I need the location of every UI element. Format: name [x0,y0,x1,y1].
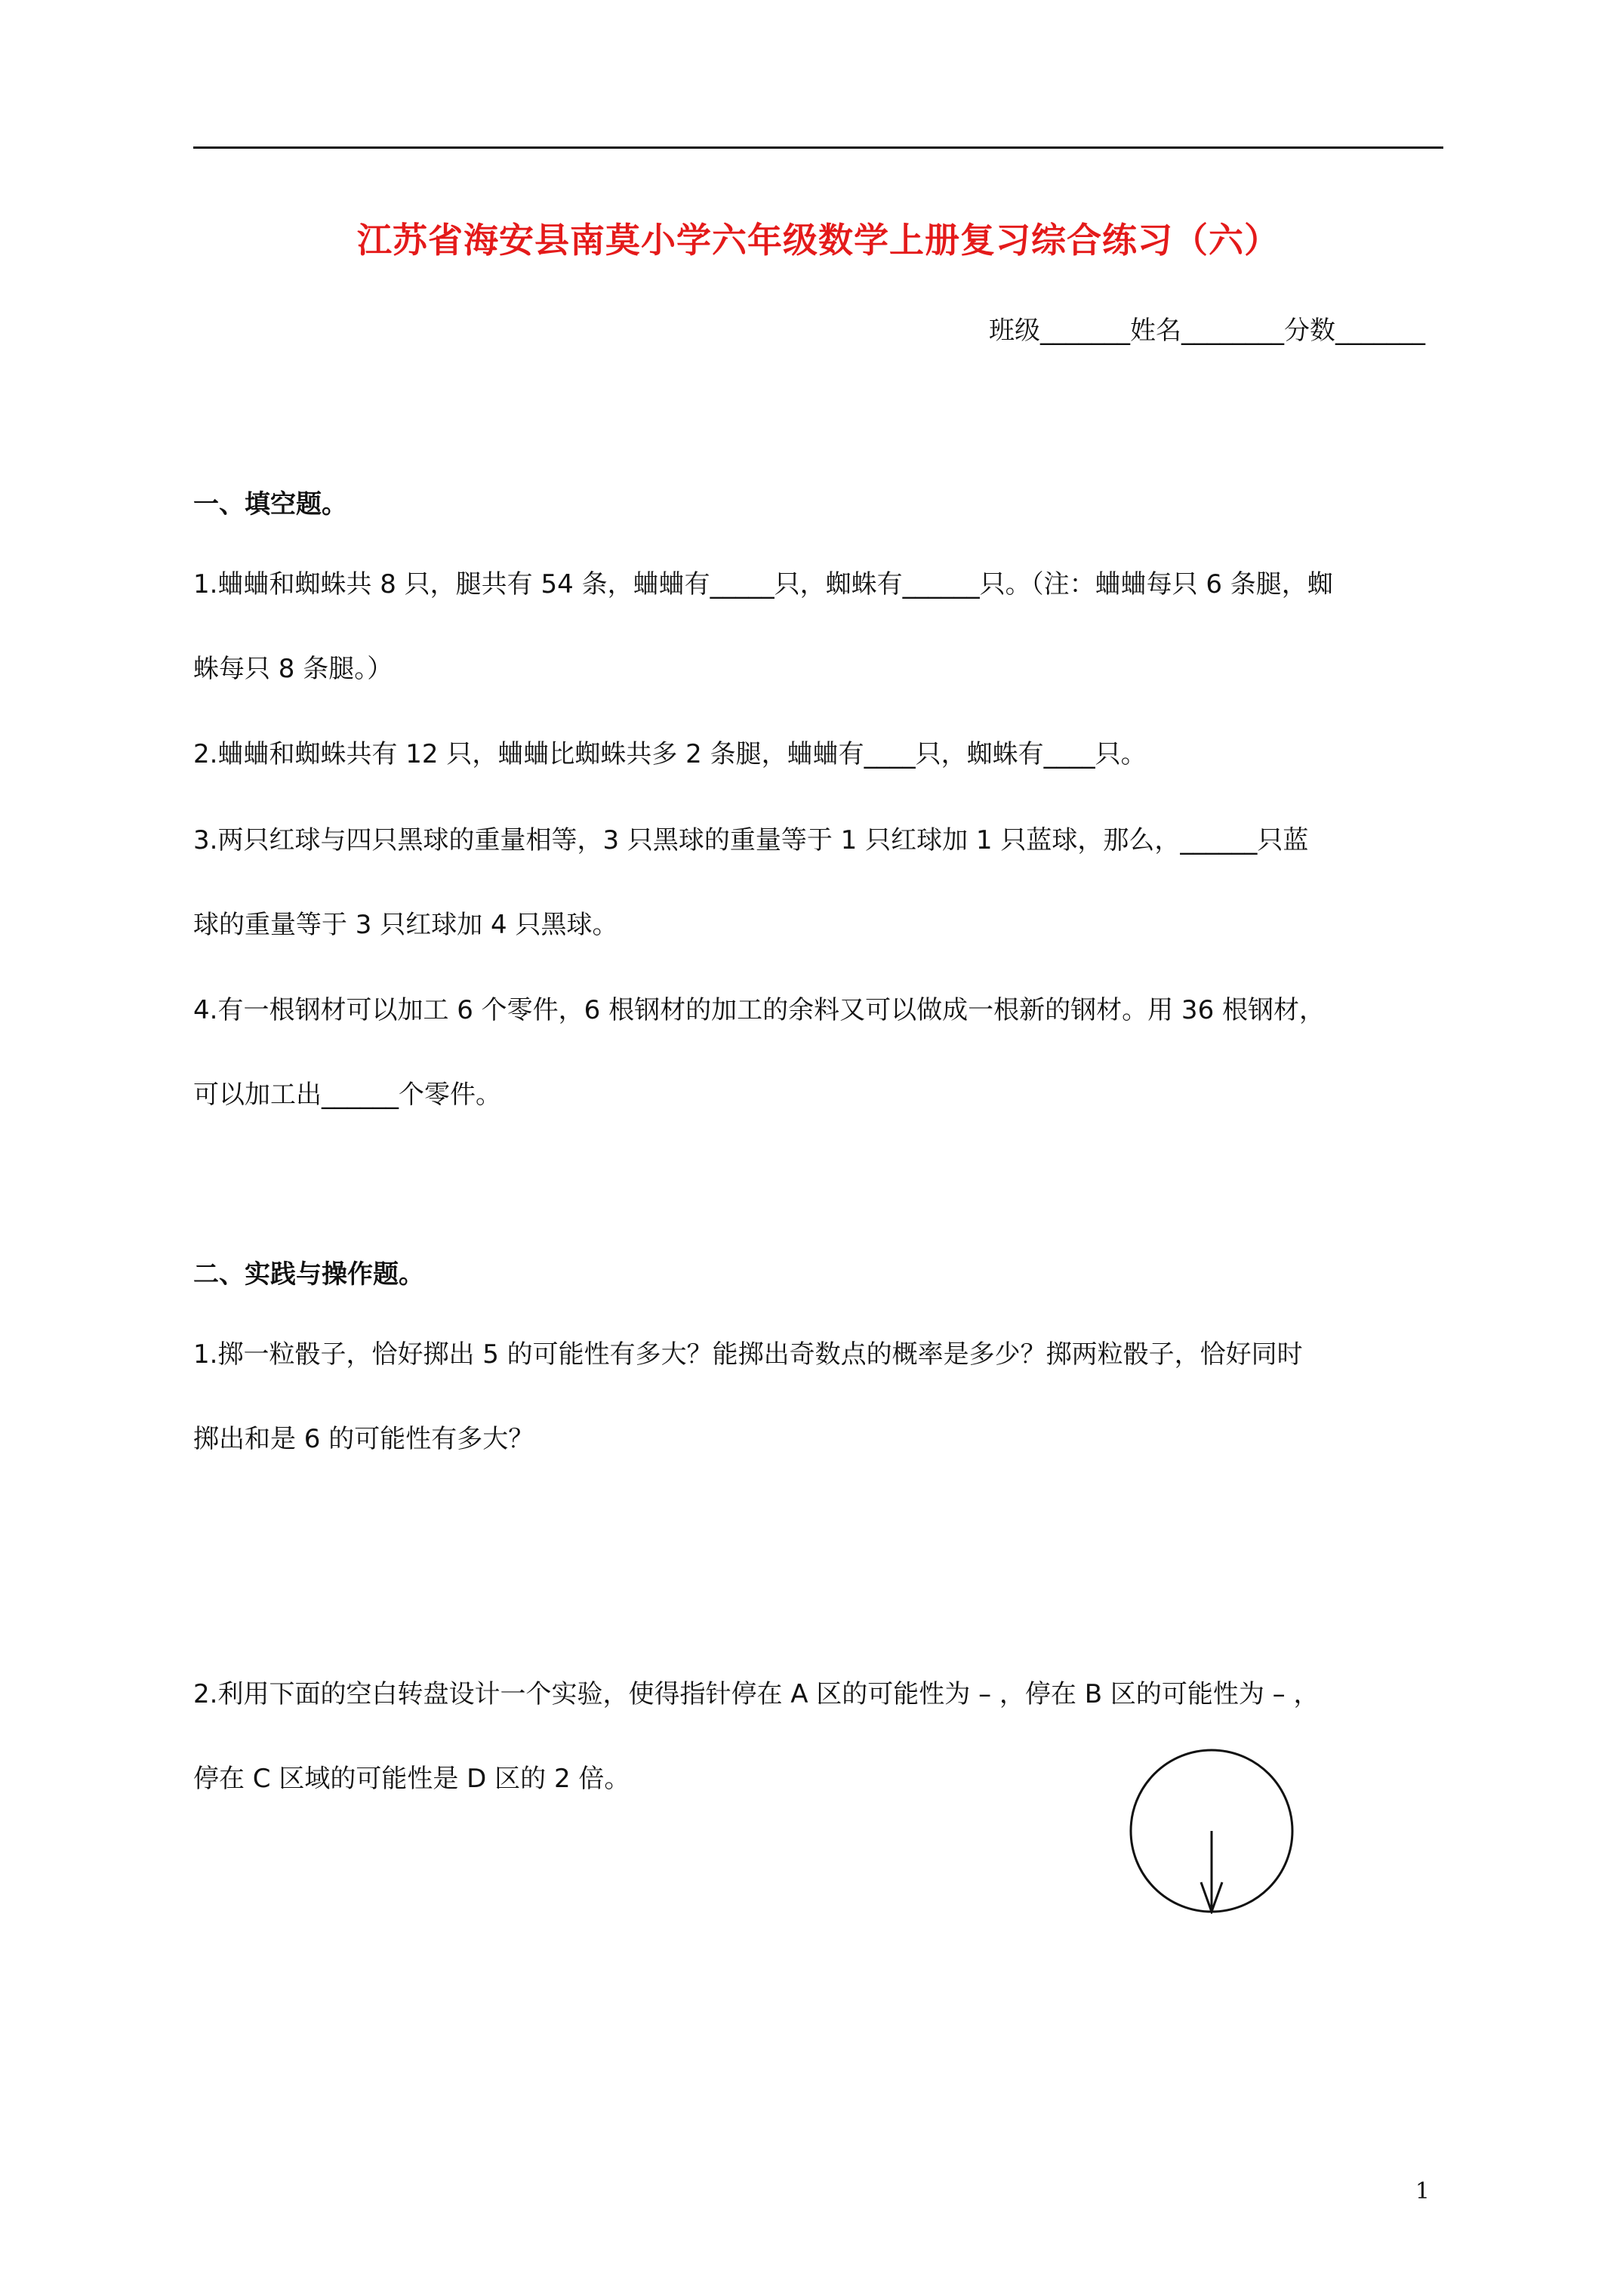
question-line: 球的重量等于 3 只红球加 4 只黑球。 [193,910,618,940]
section-heading-practice: 二、实践与操作题。 [193,1259,424,1290]
header-rule [193,146,1443,149]
question-line: 可以加工出______个零件。 [193,1080,501,1110]
question-line: 掷出和是 6 的可能性有多大？ [193,1424,534,1454]
question-1-3 [193,798,1446,967]
section-heading-fill-in: 一、填空题。 [193,489,347,519]
question-1-4 [193,968,1446,1137]
question-line: 停在 C 区域的可能性是 D 区的 2 倍。 [193,1764,630,1794]
question-line: 1.蛐蛐和蜘蛛共 8 只，腿共有 54 条，蛐蛐有_____只，蜘蛛有______只。（注：蛐蛐每只 6 条腿，蜘 [193,569,1333,599]
question-line: 1.掷一粒骰子，恰好掷出 5 的可能性有多大？能掷出奇数点的概率是多少？掷两粒骰子，恰好同时 [193,1339,1303,1370]
spinner-with-arrow-icon [1129,1748,1295,1914]
page-number: 1 [1415,2178,1430,2205]
student-info-line: 班级_______姓名________分数_______ [989,316,1425,346]
question-line: 2.蛐蛐和蜘蛛共有 12 只，蛐蛐比蜘蛛共多 2 条腿，蛐蛐有____只，蜘蛛有____只。 [193,739,1147,769]
question-line: 4.有一根钢材可以加工 6 个零件，6 根钢材的加工的余料又可以做成一根新的钢材。用 36 根钢材， [193,995,1326,1025]
question-line: 2.利用下面的空白转盘设计一个实验，使得指针停在 A 区的可能性为 – ，停在 B 区的可能性为 – ， [193,1679,1320,1709]
question-line: 蛛每只 8 条腿。） [193,654,393,684]
question-1-2 [193,712,1446,797]
question-1-1 [193,542,1446,711]
question-2-1 [193,1312,1446,1481]
question-line: 3.两只红球与四只黑球的重量相等，3 只黑球的重量等于 1 只红球加 1 只蓝球，那么，______只蓝 [193,825,1309,855]
document-title: 江苏省海安县南莫小学六年级数学上册复习综合练习（六） [357,220,1280,260]
